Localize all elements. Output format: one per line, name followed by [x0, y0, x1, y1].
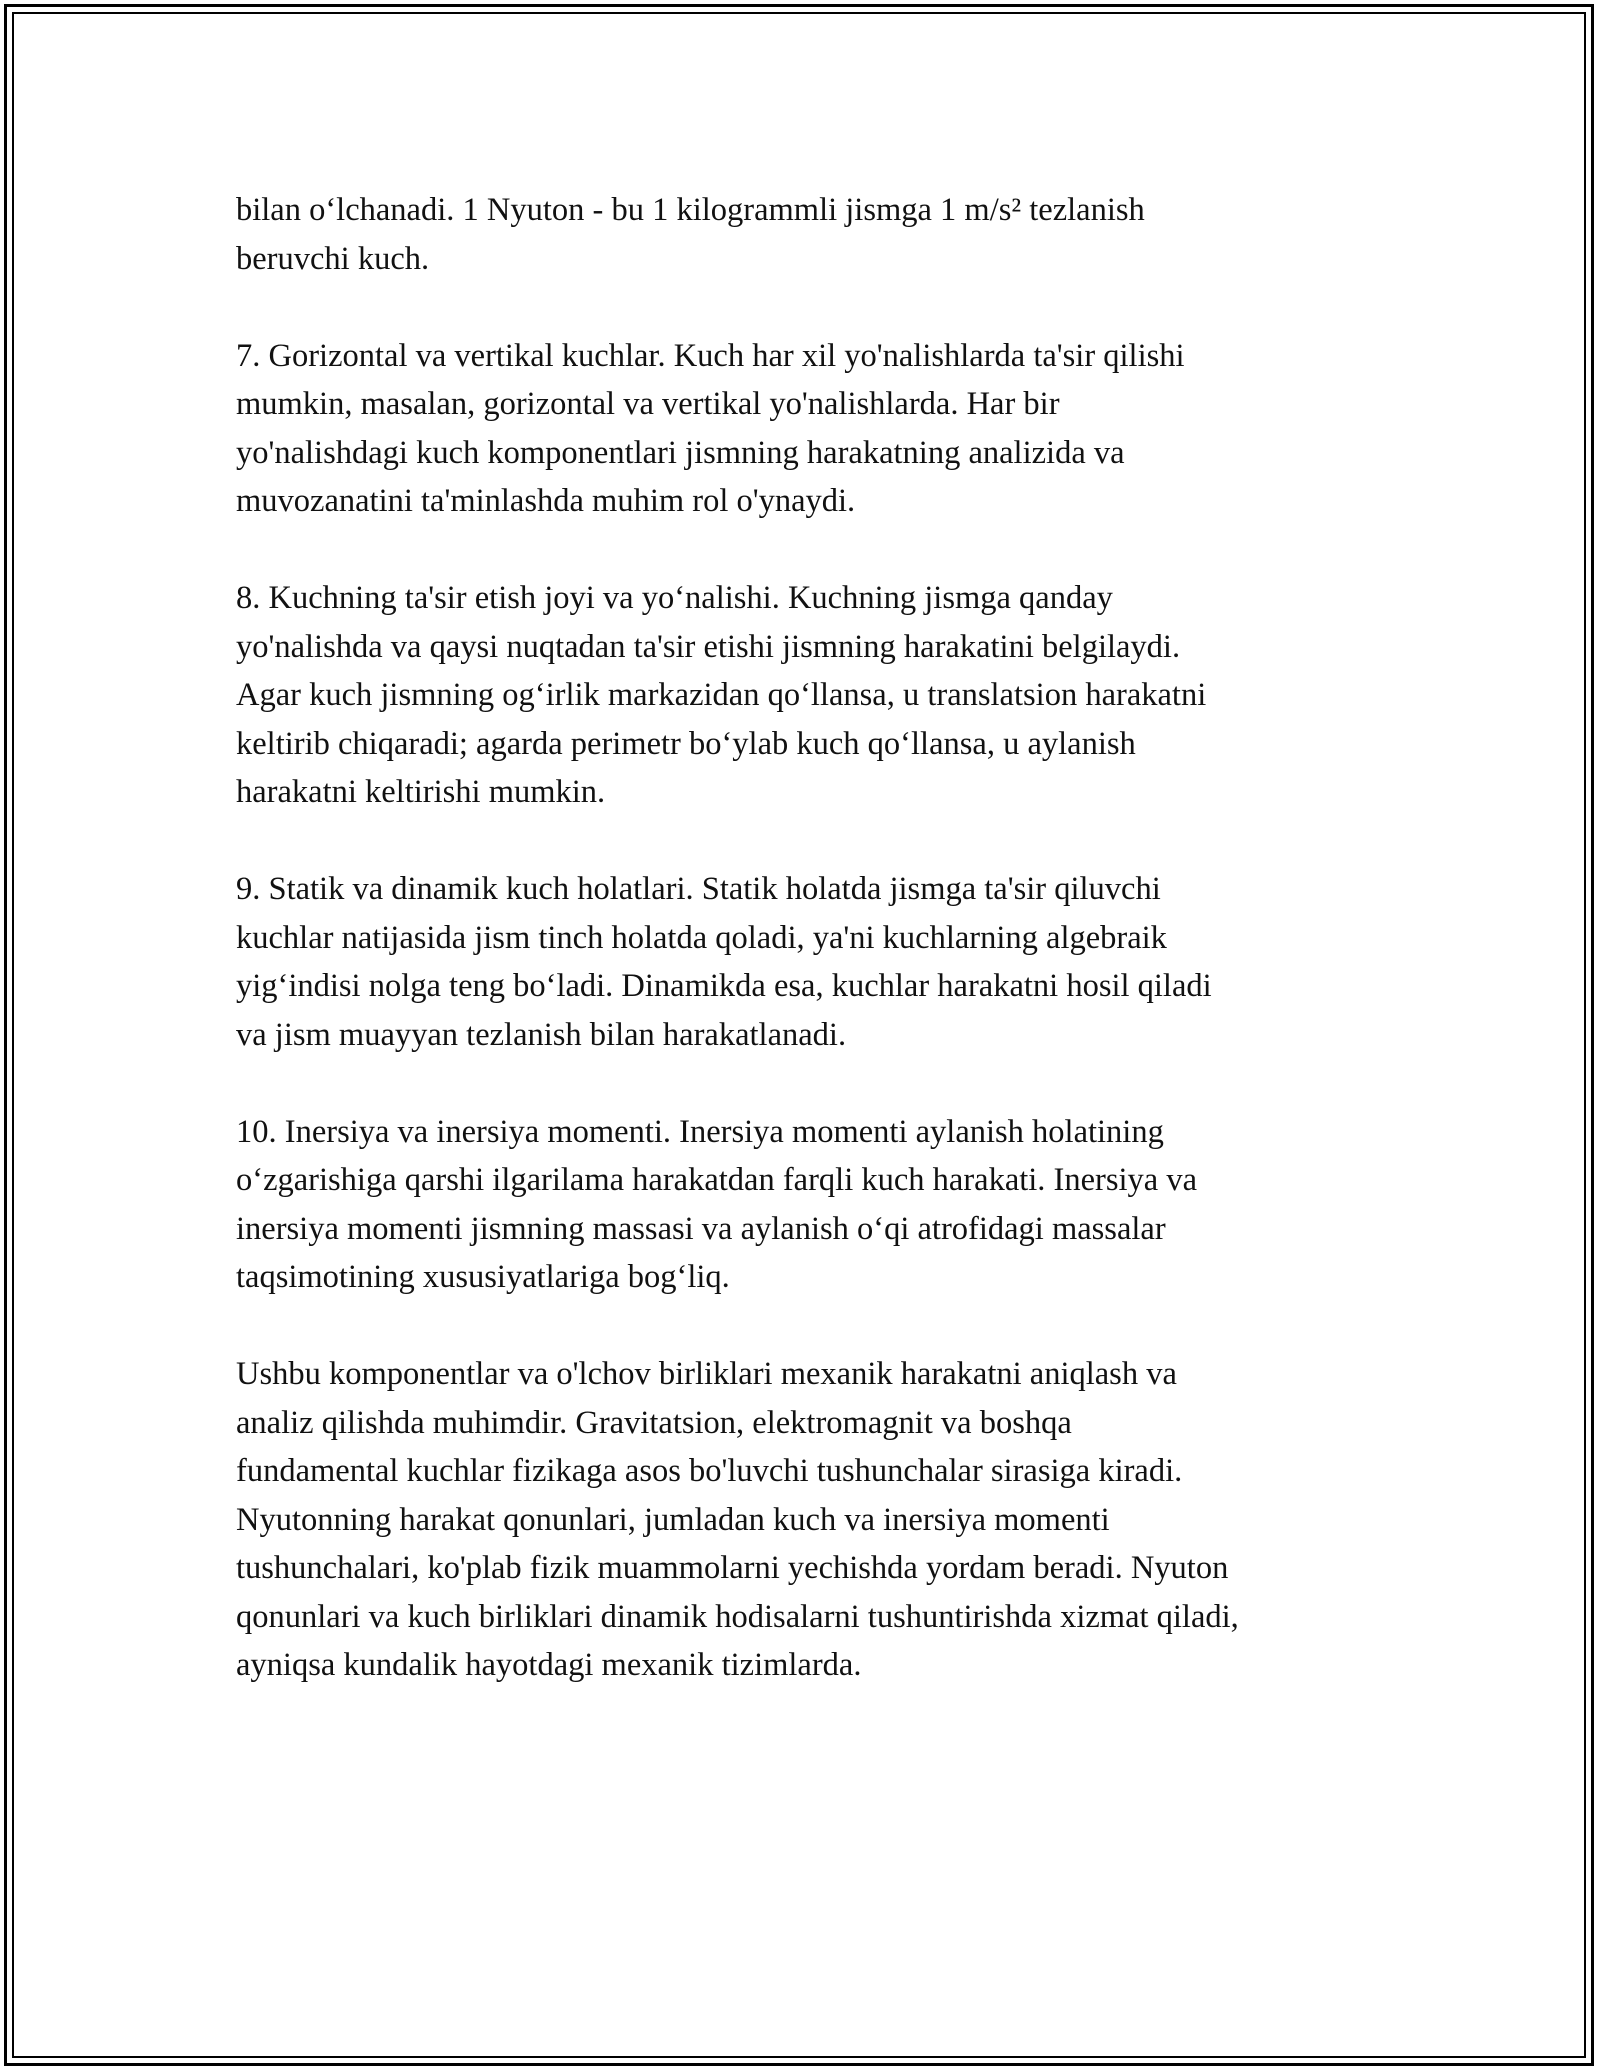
paragraph-item-9: 9. Statik va dinamik kuch holatlari. Statik holatda jismga ta'sir qiluvchi kuchlar natijasida jism tinch holatda qoladi, ya'ni kuchlarning algebraik yig‘indisi nolga teng bo‘ladi. Dinamikda esa, kuchlar harakatni hosil qiladi va jism muayyan tezlanish bilan harakatlanadi.: [236, 871, 1212, 1053]
paragraph-item-10: 10. Inersiya va inersiya momenti. Inersiya momenti aylanish holatining o‘zgarishiga qarshi ilgarilama harakatdan farqli kuch harakati. Inersiya va inersiya momenti jismning massasi va aylanish o‘qi atrofidagi massalar taqsimotining xususiyatlariga bog‘liq.: [236, 1113, 1198, 1295]
paragraph-item-8: 8. Kuchning ta'sir etish joyi va yo‘nalishi. Kuchning jismga qanday yo'nalishda va qaysi nuqtadan ta'sir etishi jismning harakatini belgilaydi. Agar kuch jismning og‘irlik markazidan qo‘llansa, u translatsion harakatni keltirib chiqaradi; agarda perimetr bo‘ylab kuch qo‘llansa, u aylanish harakatni keltirishi mumkin.: [236, 580, 1207, 810]
document-body: [236, 186, 1376, 1738]
paragraph-continuation: bilan o‘lchanadi. 1 Nyuton - bu 1 kilogrammli jismga 1 m/s² tezlanish beruvchi kuch.: [236, 192, 1145, 277]
paragraph-conclusion: Ushbu komponentlar va o'lchov birliklari mexanik harakatni aniqlash va analiz qilishda muhimdir. Gravitatsion, elektromagnit va boshqa fundamental kuchlar fizikaga asos bo'luvchi tushunchalar sirasiga kiradi. Nyutonning harakat qonunlari, jumladan kuch va inersiya momenti tushunchalari, ko'plab fizik muammolarni yechishda yordam beradi. Nyuton qonunlari va kuch birliklari dinamik hodisalarni tushuntirishda xizmat qiladi, ayniqsa kundalik hayotdagi mexanik tizimlarda.: [236, 1356, 1239, 1683]
paragraph-item-7: 7. Gorizontal va vertikal kuchlar. Kuch har xil yo'nalishlarda ta'sir qilishi mumkin, masalan, gorizontal va vertikal yo'nalishlarda. Har bir yo'nalishdagi kuch komponentlari jismning harakatning analizida va muvozanatini ta'minlashda muhim rol o'ynaydi.: [236, 337, 1185, 519]
